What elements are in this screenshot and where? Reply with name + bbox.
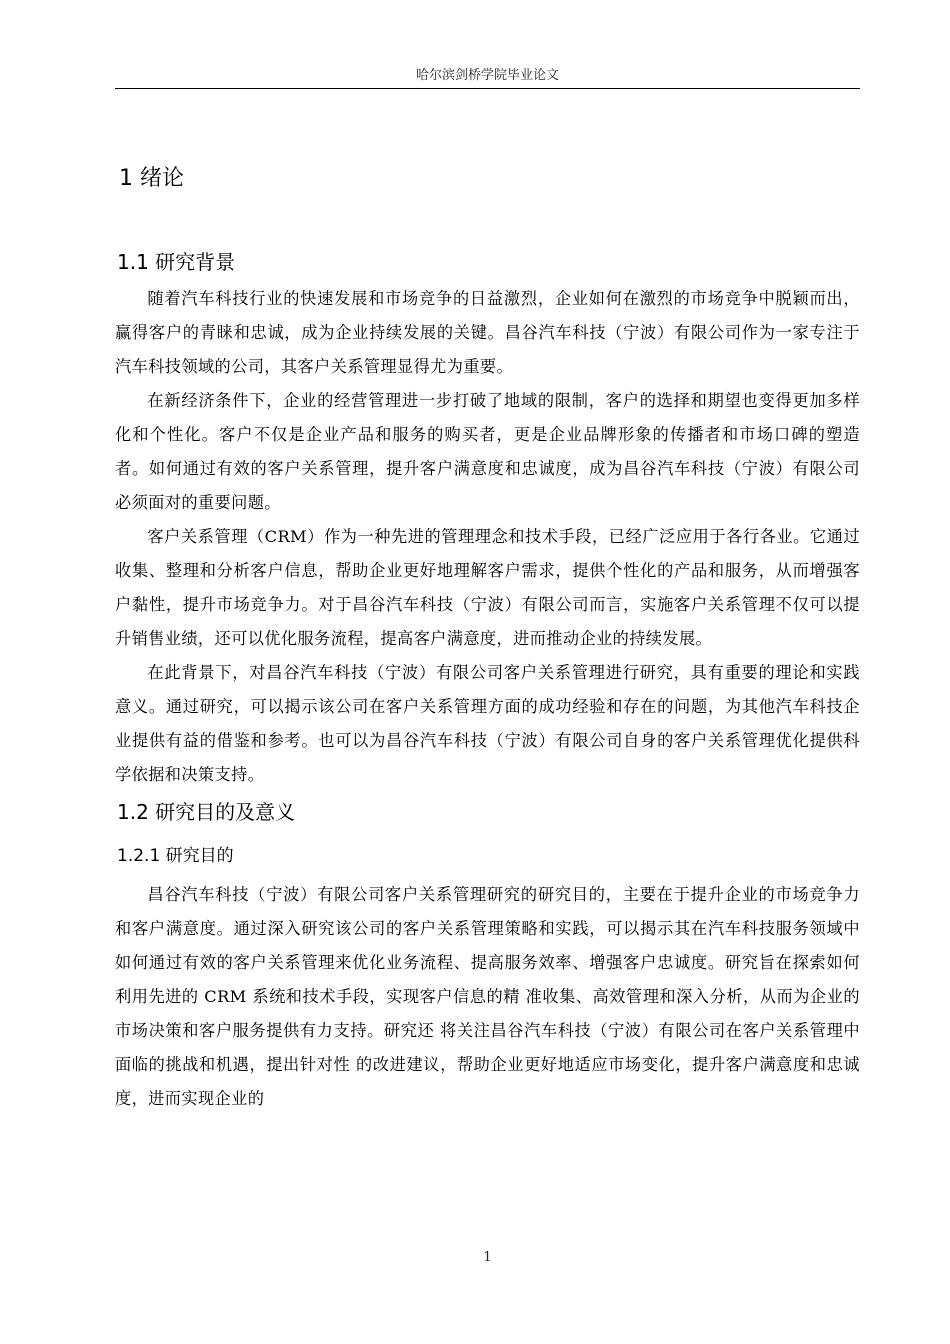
paragraph: 客户关系管理（CRM）作为一种先进的管理理念和技术手段，已经广泛应用于各行各业。它通过收集、整理和分析客户信息，帮助企业更好地理解客户需求，提供个性化的产品和服务，从而增强客户黏性，提升市场竞争力。对于昌谷汽车科技（宁波）有限公司而言，实施客户关系管理不仅可以提升销售业绩，还可以优化服务流程，提高客户满意度，进而推动企业的持续发展。 — [115, 527, 860, 648]
page-number: 1 — [483, 1250, 492, 1265]
subsection-heading-purpose: 1.2.1 研究目的 — [117, 846, 234, 866]
paragraph: 在新经济条件下，企业的经营管理进一步打破了地域的限制，客户的选择和期望也变得更加多样化和个性化。客户不仅是企业产品和服务的购买者，更是企业品牌形象的传播者和市场口碑的塑造者。如何通过有效的客户关系管理，提升客户满意度和忠诚度，成为昌谷汽车科技（宁波）有限公司必须面对的重要问题。 — [115, 391, 860, 512]
paragraph: 在此背景下，对昌谷汽车科技（宁波）有限公司客户关系管理进行研究，具有重要的理论和实践意义。通过研究，可以揭示该公司在客户关系管理方面的成功经验和存在的问题，为其他汽车科技企业提供有益的借鉴和参考。也可以为昌谷汽车科技（宁波）有限公司自身的客户关系管理优化提供科学依据和决策支持。 — [115, 663, 860, 784]
section-heading-purpose-significance: 1.2 研究目的及意义 — [117, 800, 296, 824]
chapter-heading: 1 绪论 — [119, 166, 184, 191]
section-heading-background: 1.1 研究背景 — [117, 250, 236, 274]
header-divider — [115, 88, 860, 89]
paragraph: 随着汽车科技行业的快速发展和市场竞争的日益激烈，企业如何在激烈的市场竞争中脱颖而出，赢得客户的青睐和忠诚，成为企业持续发展的关键。昌谷汽车科技（宁波）有限公司作为一家专注于汽车科技领域的公司，其客户关系管理显得尤为重要。 — [115, 289, 860, 376]
paragraph: 昌谷汽车科技（宁波）有限公司客户关系管理研究的研究目的，主要在于提升企业的市场竞争力和客户满意度。通过深入研究该公司的客户关系管理策略和实践，可以揭示其在汽车科技服务领域中如何通过有效的客户关系管理来优化业务流程、提高服务效率、增强客户忠诚度。研究旨在探索如何利用先进的 CRM 系统和技术手段，实现客户信息的精 准收集、高效管理和深入分析，从而为企业的市场决策和客户服务提供有力支持。研究还 将关注昌谷汽车科技（宁波）有限公司在客户关系管理中面临的挑战和机遇，提出针对性 的改进建议，帮助企业更好地适应市场变化，提升客户满意度和忠诚度，进而实现企业的 — [115, 885, 860, 1108]
page-header: 哈尔滨剑桥学院毕业论文 — [415, 68, 559, 83]
page-content — [115, 150, 860, 1116]
